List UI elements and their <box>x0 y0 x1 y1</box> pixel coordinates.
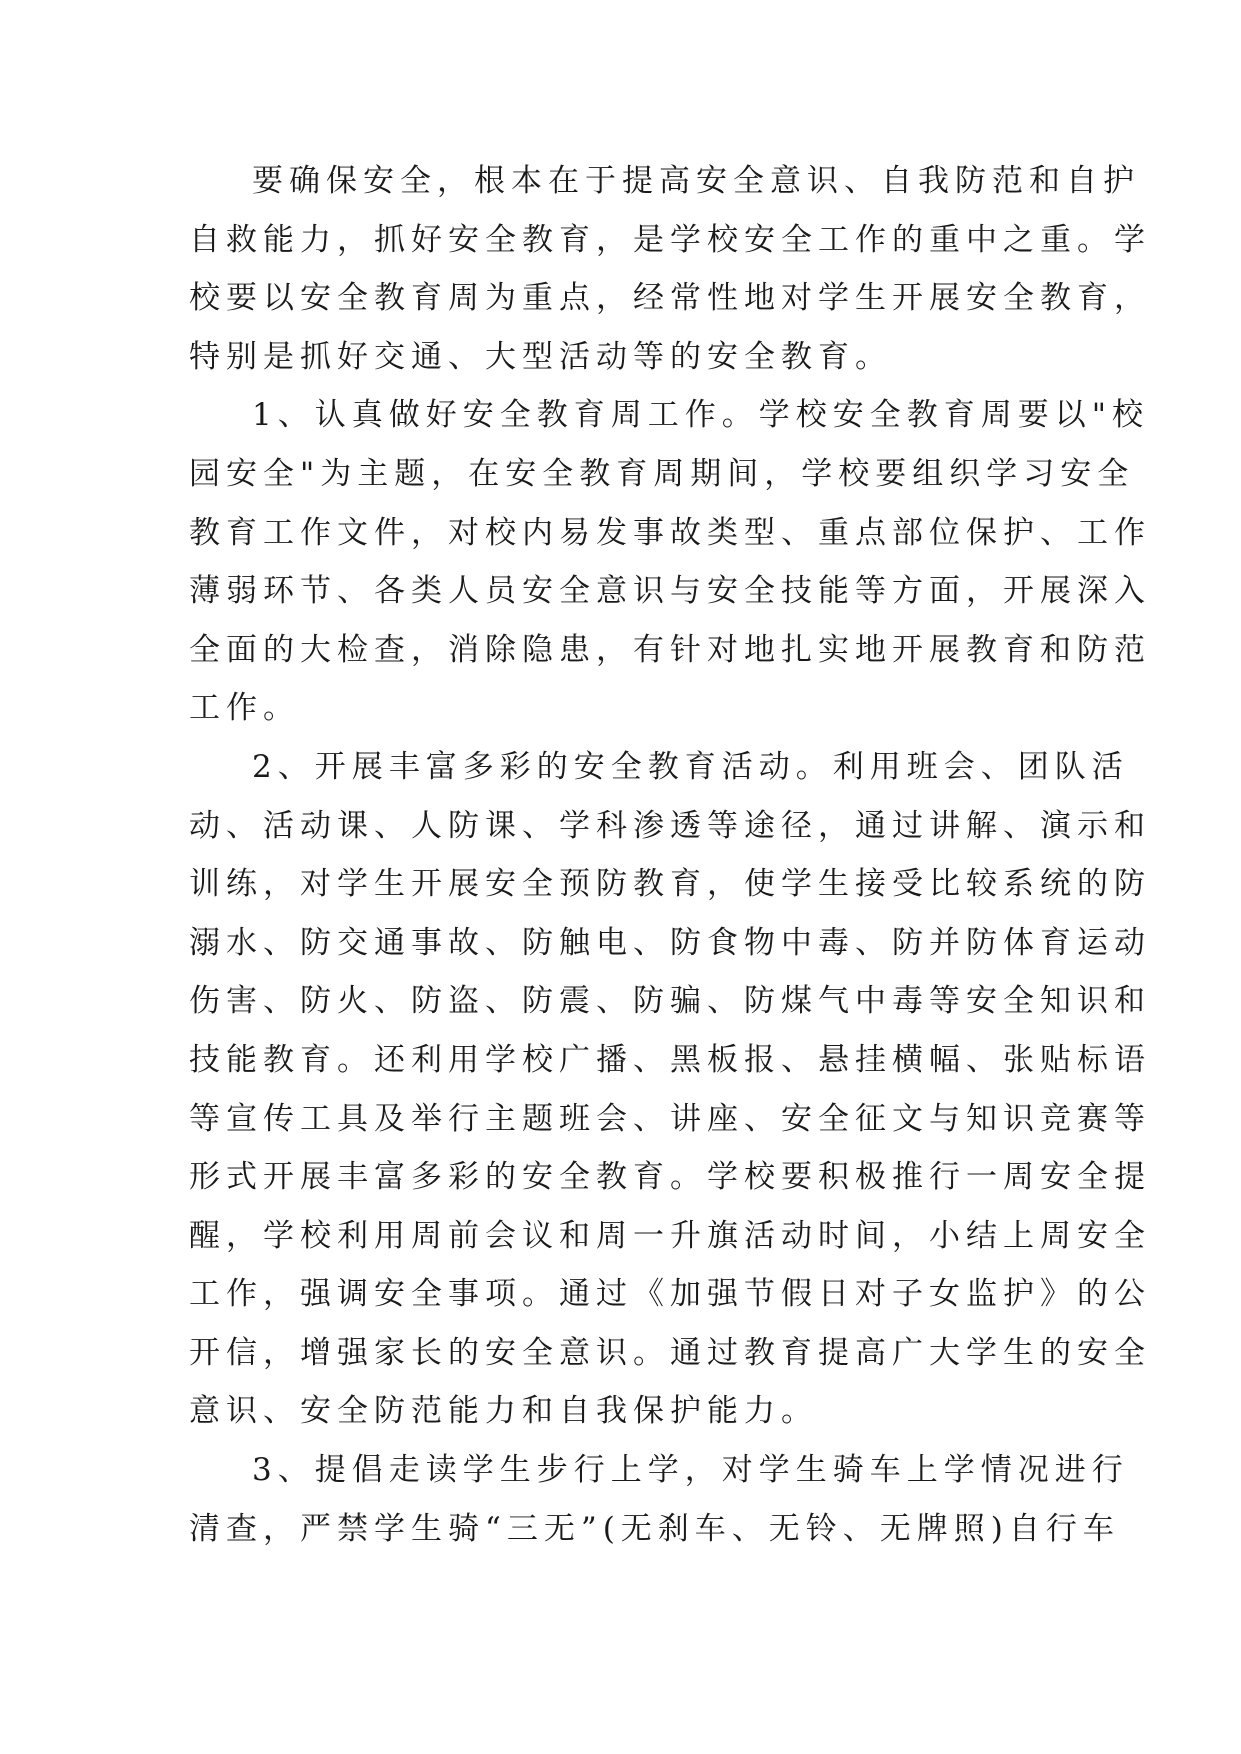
text-line: 工作，强调安全事项。通过《加强节假日对子女监护》的公 <box>189 1276 1151 1313</box>
text-line: 要确保安全，根本在于提高安全意识、自我防范和自护 <box>252 163 1140 199</box>
text-line: 训练，对学生开展安全预防教育，使学生接受比较系统的防 <box>189 866 1151 903</box>
text-line: 薄弱环节、各类人员安全意识与安全技能等方面，开展深入 <box>189 573 1151 610</box>
text-line: 自救能力，抓好安全教育，是学校安全工作的重中之重。学 <box>189 221 1151 258</box>
text-line: 动、活动课、人防课、学科渗透等途径，通过讲解、演示和 <box>189 807 1151 844</box>
text-line: 校要以安全教育周为重点，经常性地对学生开展安全教育， <box>189 280 1151 317</box>
text-line: 清查，严禁学生骑“三无”(无刹车、无铃、无牌照)自行车 <box>189 1510 1120 1547</box>
text-line: 溺水、防交通事故、防触电、防食物中毒、防并防体育运动 <box>189 924 1151 961</box>
text-line: 3、提倡走读学生步行上学，对学生骑车上学情况进行 <box>252 1452 1129 1489</box>
text-line: 全面的大检查，消除隐患，有针对地扎实地开展教育和防范 <box>189 631 1151 668</box>
text-line: 1、认真做好安全教育周工作。学校安全教育周要以"校 <box>252 397 1149 434</box>
text-line: 醒，学校利用周前会议和周一升旗活动时间，小结上周安全 <box>189 1217 1151 1254</box>
text-line: 特别是抓好交通、大型活动等的安全教育。 <box>189 338 892 375</box>
text-line: 等宣传工具及举行主题班会、讲座、安全征文与知识竞赛等 <box>189 1100 1151 1137</box>
text-line: 开信，增强家长的安全意识。通过教育提高广大学生的安全 <box>189 1334 1151 1371</box>
text-line: 园安全"为主题，在安全教育周期间，学校要组织学习安全 <box>189 455 1135 492</box>
text-line: 技能教育。还利用学校广播、黑板报、悬挂横幅、张贴标语 <box>189 1041 1151 1078</box>
text-line: 意识、安全防范能力和自我保护能力。 <box>189 1393 818 1430</box>
text-line: 2、开展丰富多彩的安全教育活动。利用班会、团队活 <box>252 748 1129 785</box>
text-line: 工作。 <box>189 690 300 727</box>
text-line: 伤害、防火、防盗、防震、防骗、防煤气中毒等安全知识和 <box>189 983 1151 1020</box>
document-body <box>189 152 1151 1558</box>
text-line: 形式开展丰富多彩的安全教育。学校要积极推行一周安全提 <box>189 1159 1151 1196</box>
text-line: 教育工作文件，对校内易发事故类型、重点部位保护、工作 <box>189 514 1151 551</box>
